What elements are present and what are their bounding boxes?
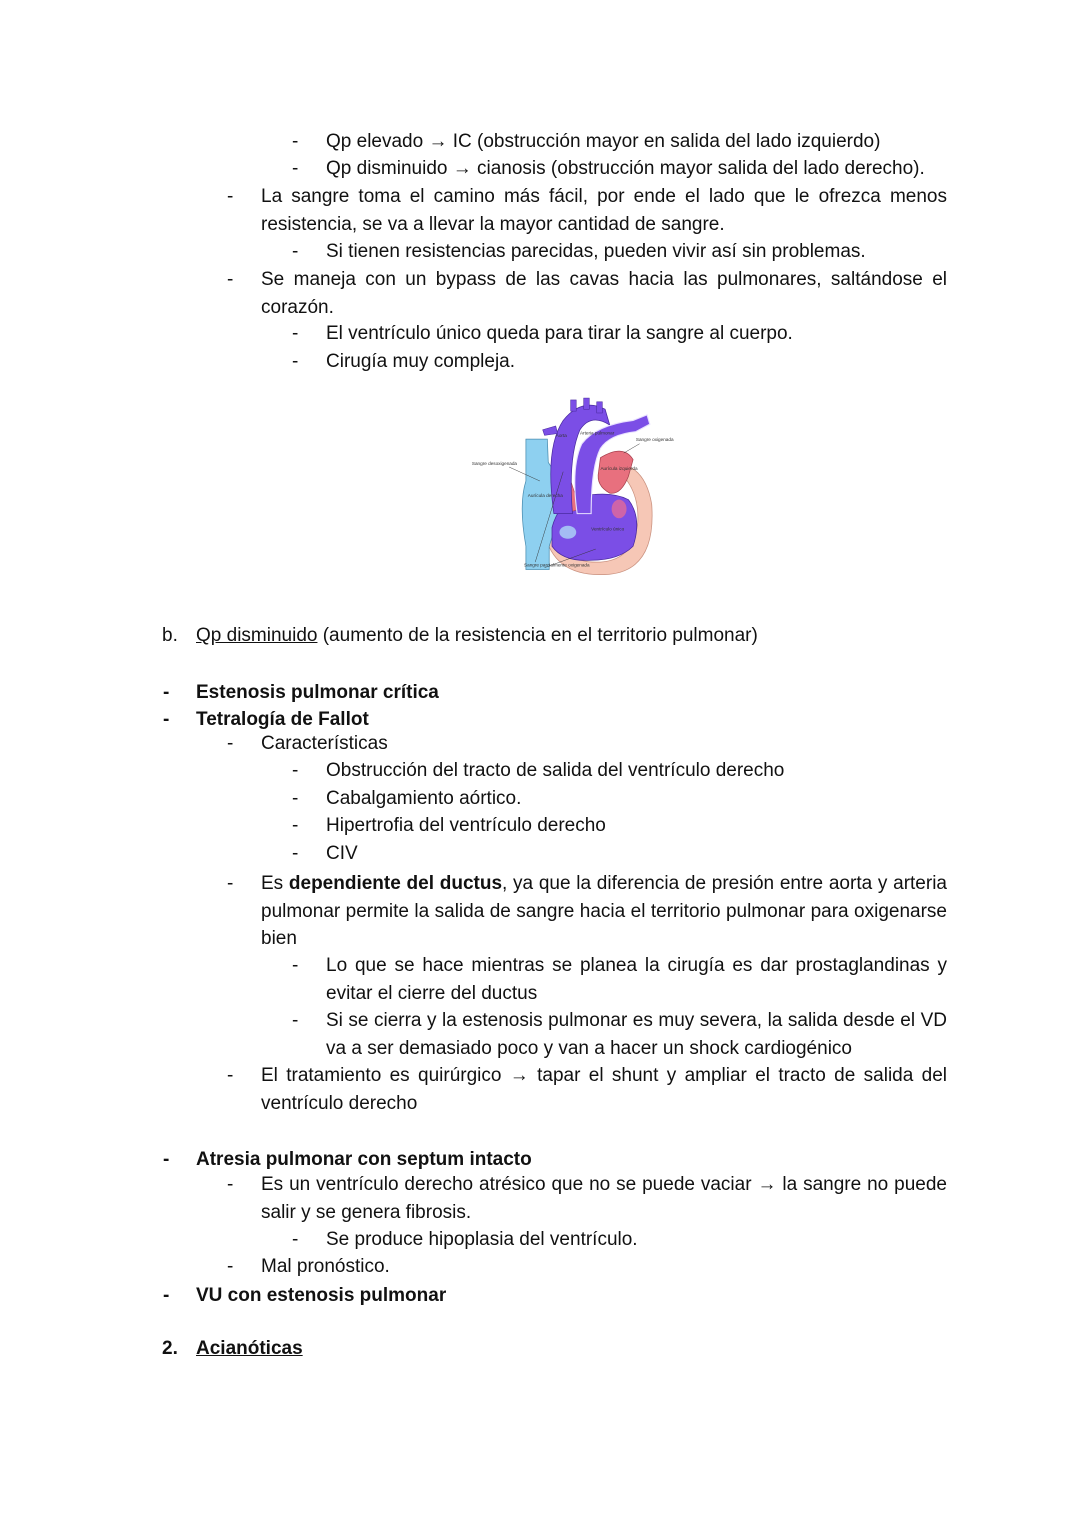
section-heading xyxy=(196,622,758,649)
list-item: El ventrículo único queda para tirar la sangre al cuerpo. xyxy=(326,323,793,344)
label-sangre-oxigenada: Sangre oxigenada xyxy=(635,436,674,442)
bullet-dash: - xyxy=(292,1010,299,1031)
ductus-rest: , ya que la diferencia de presión entre aorta y arteria pulmonar permite la salida de sangre hacia el territorio pulmonar para oxigenarse bien xyxy=(261,873,947,949)
label-arteria-pulmonar: Arteria pulmonar xyxy=(579,430,615,436)
bullet-dash: - xyxy=(227,269,234,290)
list-item: Si tienen resistencias parecidas, pueden vivir así sin problemas. xyxy=(326,241,866,262)
bullet-dash: - xyxy=(292,843,299,864)
bullet-dash: - xyxy=(292,815,299,836)
section-title: Qp disminuido xyxy=(196,625,318,646)
label-sangre-parcialmente-oxigenada: Sangre parcialmente oxigenada xyxy=(524,562,590,568)
bullet-dash: - xyxy=(227,1256,234,1277)
label-aorta: Aorta xyxy=(555,433,567,439)
bullet-dash: - xyxy=(227,1174,234,1195)
list-item: Es un ventrículo derecho atrésico que no se puede vaciar → la sangre no puede salir y se genera fibrosis. xyxy=(261,1174,947,1223)
bullet-dash: - xyxy=(227,186,234,207)
list-item: Qp elevado → IC (obstrucción mayor en salida del lado izquierdo) xyxy=(326,131,881,152)
label-auricula-derecha: Aurícula derecha xyxy=(527,492,563,498)
single-ventricle-heart-diagram xyxy=(470,388,675,588)
bullet-dash: - xyxy=(163,1285,170,1306)
list-item: Si se cierra y la estenosis pulmonar es muy severa, la salida desde el VD va a ser demasiado poco y van a hacer un shock cardiogénico xyxy=(326,1010,947,1059)
label-sangre-desoxigenada: Sangre desoxigenada xyxy=(471,461,518,467)
ductus-prefix: Es xyxy=(261,873,289,894)
bullet-dash: - xyxy=(292,760,299,781)
bullet-dash: - xyxy=(292,1229,299,1250)
list-item: Qp disminuido → cianosis (obstrucción mayor salida del lado derecho). xyxy=(326,158,925,179)
bullet-dash: - xyxy=(292,158,299,179)
bullet-dash: - xyxy=(163,1149,170,1170)
list-item: La sangre toma el camino más fácil, por ende el lado que le ofrezca menos resistencia, se va a llevar la mayor cantidad de sangre. xyxy=(261,186,947,235)
list-item: CIV xyxy=(326,843,358,864)
list-item: Obstrucción del tracto de salida del ventrículo derecho xyxy=(326,760,785,781)
section-marker: 2. xyxy=(162,1338,178,1359)
bullet-dash: - xyxy=(292,241,299,262)
label-ventriculo-unico: Ventrículo único xyxy=(591,526,625,532)
condition-title: VU con estenosis pulmonar xyxy=(196,1285,447,1306)
list-item: El tratamiento es quirúrgico → tapar el shunt y ampliar el tracto de salida del ventrículo derecho xyxy=(261,1065,947,1114)
condition-title: Estenosis pulmonar crítica xyxy=(196,682,439,703)
condition-title: Tetralogía de Fallot xyxy=(196,709,369,730)
bullet-dash: - xyxy=(227,873,234,894)
ductus-bold: dependiente del ductus xyxy=(288,873,503,894)
bullet-dash: - xyxy=(163,709,170,730)
list-item: Cirugía muy compleja. xyxy=(326,351,516,372)
list-item: Mal pronóstico. xyxy=(261,1256,390,1277)
list-item: Se maneja con un bypass de las cavas hacia las pulmonares, saltándose el corazón. xyxy=(261,269,947,318)
list-item xyxy=(261,870,947,953)
list-item: Cabalgamiento aórtico. xyxy=(326,788,522,809)
bullet-dash: - xyxy=(227,733,234,754)
bullet-dash: - xyxy=(292,788,299,809)
bullet-dash: - xyxy=(163,682,170,703)
bullet-dash: - xyxy=(292,955,299,976)
section-marker: b. xyxy=(162,625,178,646)
section-subtitle: (aumento de la resistencia en el territorio pulmonar) xyxy=(317,625,758,646)
list-item: Hipertrofia del ventrículo derecho xyxy=(326,815,606,836)
section-title: Acianóticas xyxy=(196,1338,303,1359)
bullet-dash: - xyxy=(227,1065,234,1086)
bullet-dash: - xyxy=(292,323,299,344)
list-item: Lo que se hace mientras se planea la cirugía es dar prostaglandinas y evitar el cierre del ductus xyxy=(326,955,947,1004)
label-auricula-izquierda: Aurícula izquierda xyxy=(600,465,638,471)
list-item: Se produce hipoplasia del ventrículo. xyxy=(326,1229,638,1250)
bullet-dash: - xyxy=(292,131,299,152)
bullet-dash: - xyxy=(292,351,299,372)
list-item: Características xyxy=(261,733,388,754)
condition-title: Atresia pulmonar con septum intacto xyxy=(196,1149,532,1170)
